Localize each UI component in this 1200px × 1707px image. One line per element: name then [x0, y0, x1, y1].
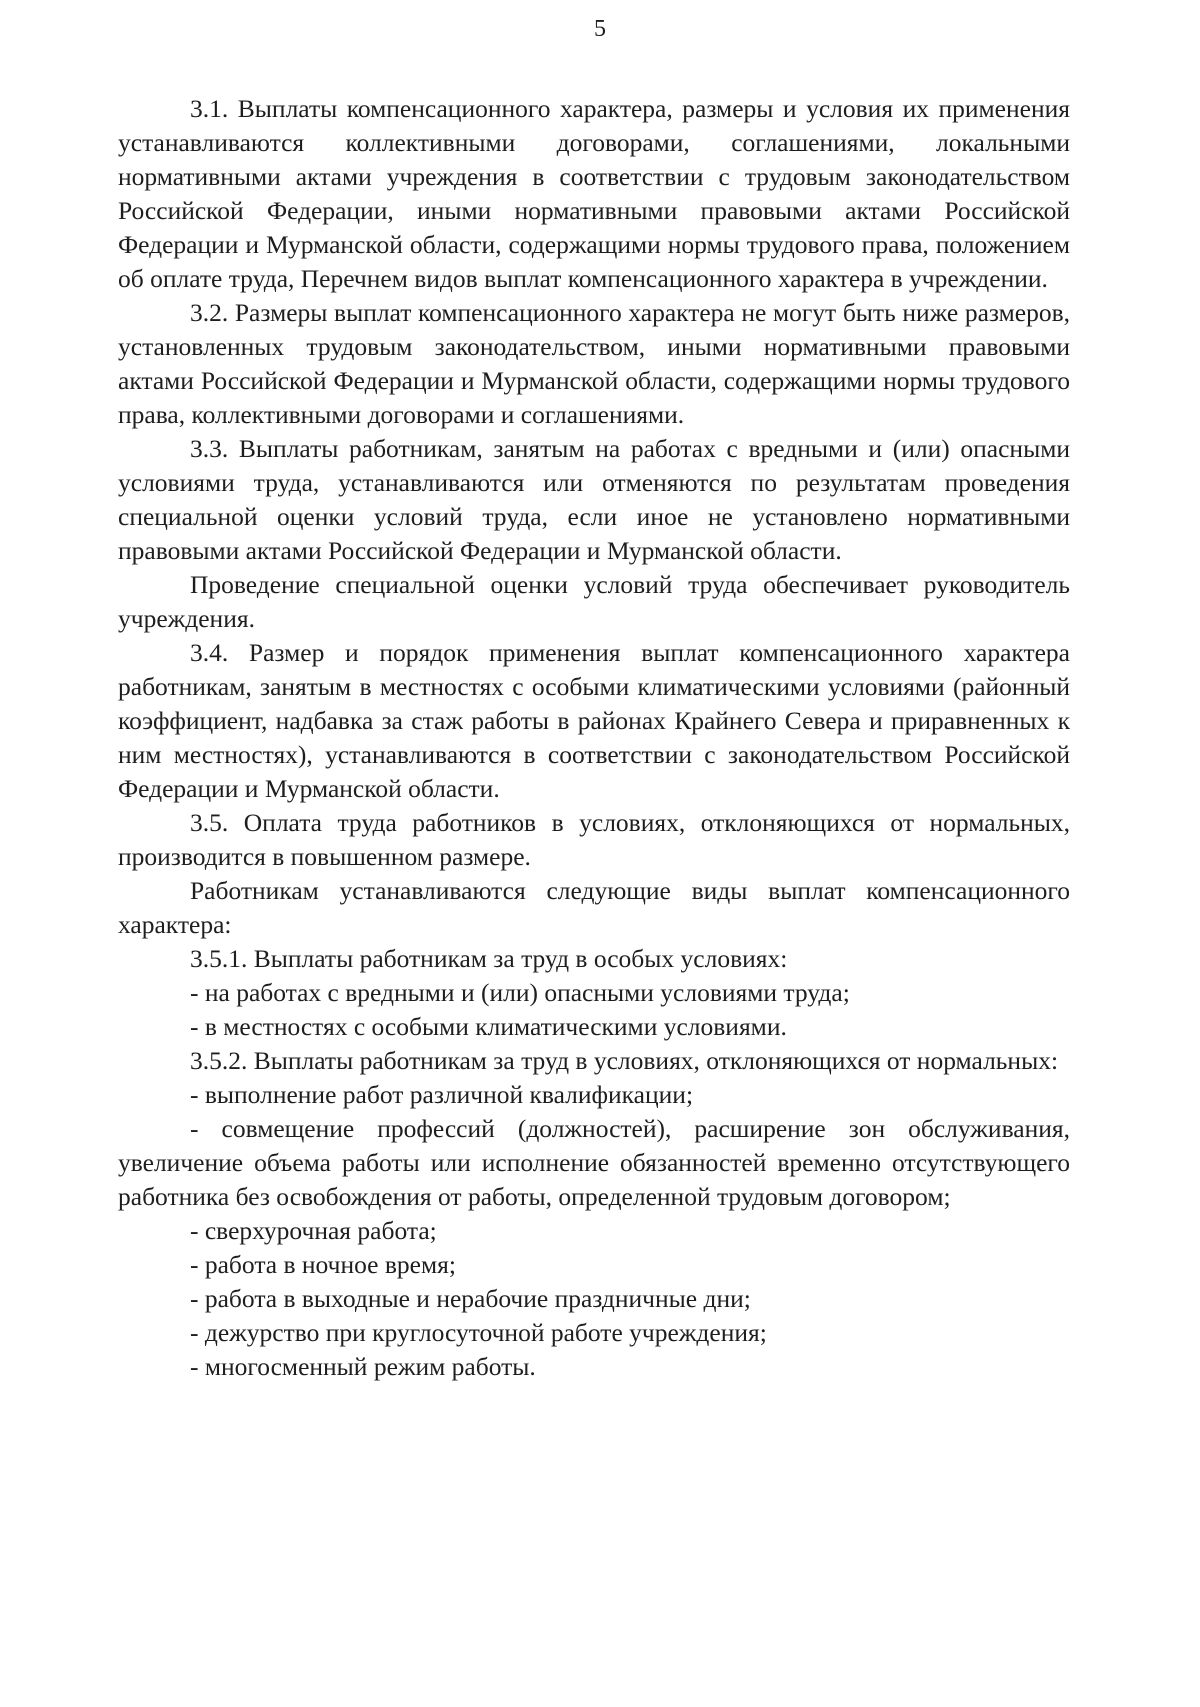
paragraph-3-5-2: 3.5.2. Выплаты работникам за труд в условиях, отклоняющихся от нормальных: [190, 1046, 1059, 1075]
page-number: 5 [594, 16, 606, 42]
list-item: - многосменный режим работы. [190, 1352, 536, 1381]
paragraph-3-5-1: 3.5.1. Выплаты работникам за труд в особых условиях: [190, 944, 788, 973]
paragraph-special-assessment: Проведение специальной оценки условий труда обеспечивает руководитель учреждения. [118, 570, 1070, 633]
paragraph-3-5: 3.5. Оплата труда работников в условиях, отклоняющихся от нормальных, производится в повышенном размере. [118, 808, 1070, 871]
paragraph-3-3: 3.3. Выплаты работникам, занятым на работах с вредными и (или) опасными условиями труда, устанавливаются или отменяются по результатам проведения специальной оценки условий труда, если иное не установлено нормативными правовыми актами Российской Федерации и Мурманской области. [118, 434, 1070, 565]
list-item: - выполнение работ различной квалификации; [190, 1080, 694, 1109]
list-item: - работа в выходные и нерабочие праздничные дни; [190, 1284, 751, 1313]
list-item: - дежурство при круглосуточной работе учреждения; [190, 1318, 767, 1347]
list-item: - совмещение профессий (должностей), расширение зон обслуживания, увеличение объема работы или исполнение обязанностей временно отсутствующего работника без освобождения от работы, определенной трудовым договором; [118, 1114, 1070, 1211]
document-body [118, 92, 1070, 1384]
paragraph-3-1: 3.1. Выплаты компенсационного характера, размеры и условия их применения устанавливаются коллективными договорами, соглашениями, локальными нормативными актами учреждения в соответствии с трудовым законодательством Российской Федерации, иными нормативными правовыми актами Российской Федерации и Мурманской области, содержащими нормы трудового права, положением об оплате труда, Перечнем видов выплат компенсационного характера в учреждении. [118, 94, 1070, 293]
paragraph-3-4: 3.4. Размер и порядок применения выплат компенсационного характера работникам, занятым в местностях с особыми климатическими условиями (районный коэффициент, надбавка за стаж работы в районах Крайнего Севера и приравненных к ним местностях), устанавливаются в соответствии с законодательством Российской Федерации и Мурманской области. [118, 638, 1070, 803]
paragraph-3-2: 3.2. Размеры выплат компенсационного характера не могут быть ниже размеров, установленных трудовым законодательством, иными нормативными правовыми актами Российской Федерации и Мурманской области, содержащими нормы трудового права, коллективными договорами и соглашениями. [118, 298, 1070, 429]
list-item: - в местностях с особыми климатическими условиями. [190, 1012, 787, 1041]
list-item: - на работах с вредными и (или) опасными условиями труда; [190, 978, 850, 1007]
list-item: - работа в ночное время; [190, 1250, 456, 1279]
paragraph-payment-types: Работникам устанавливаются следующие виды выплат компенсационного характера: [118, 876, 1070, 939]
list-item: - сверхурочная работа; [190, 1216, 437, 1245]
